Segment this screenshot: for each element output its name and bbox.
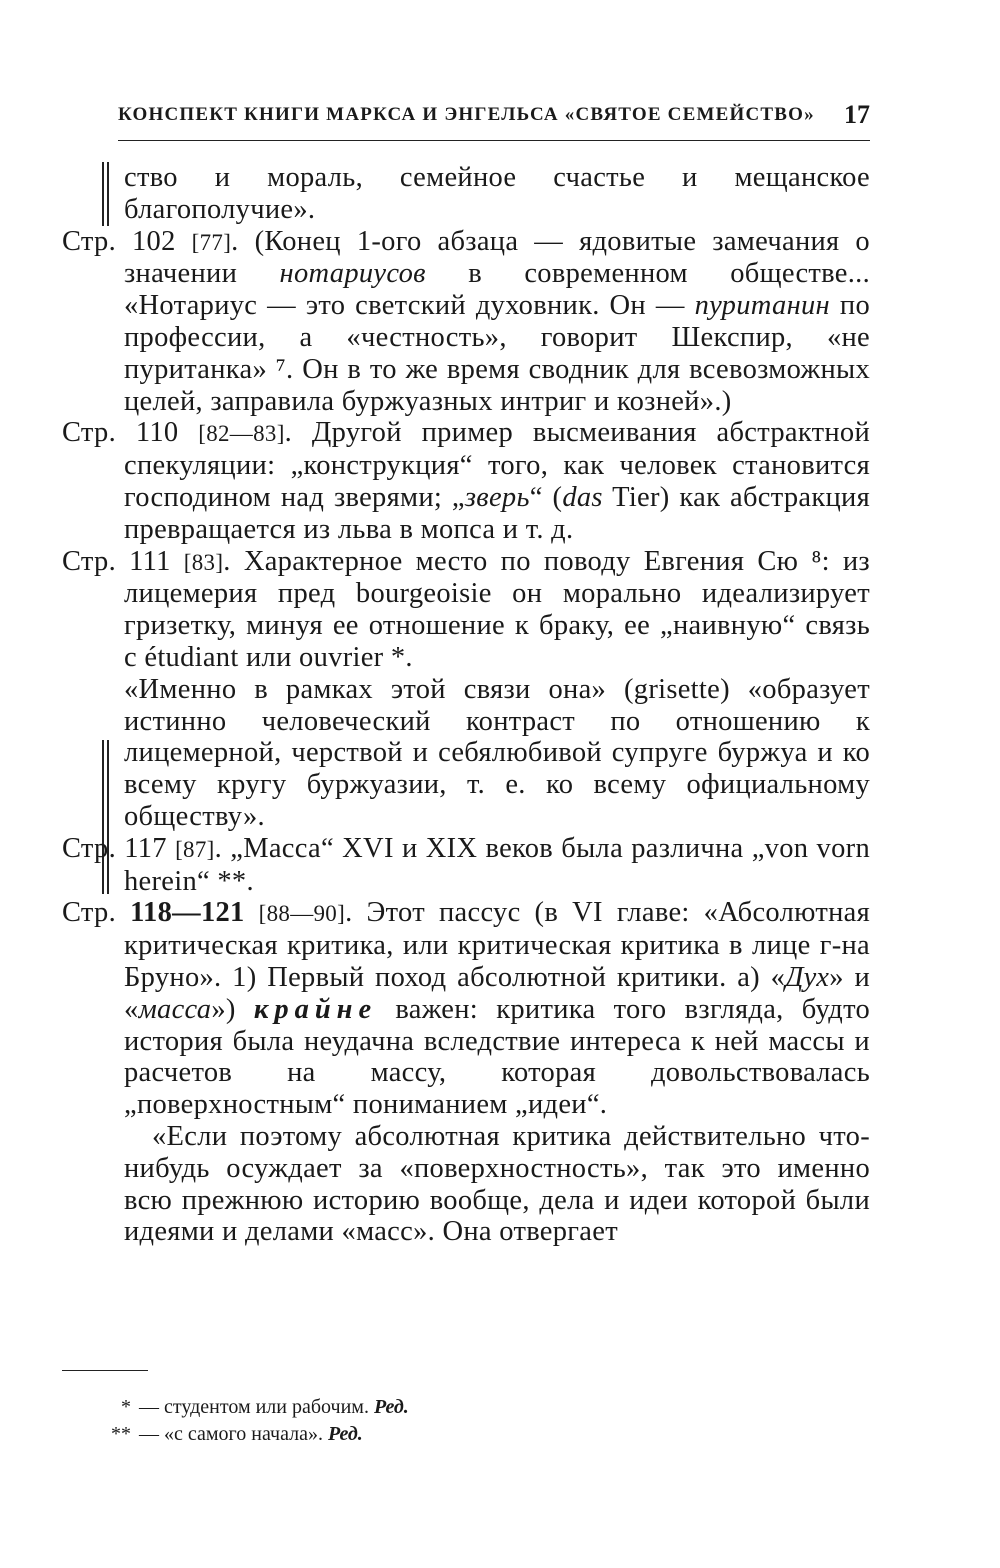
paragraph: ство и мораль, семейное счастье и мещанское благополучие». [124, 162, 870, 225]
footnote-rule [62, 1370, 148, 1371]
footnotes [95, 1394, 409, 1448]
page-entry: Стр. 111 [83]. Характерное место по поводу Евгения Сю ⁸: из лицемерия пред bourgeoisie он морально идеализирует гризетку, минуя ее отношение к браку, ее „наивную“ связь с étudiant или ouvrier *. [62, 545, 870, 673]
page-entry: Стр. 117 [87]. „Масса“ XVI и XIX веков была различна „von vorn herein“ **. [62, 832, 871, 897]
running-title: КОНСПЕКТ КНИГИ МАРКСА И ЭНГЕЛЬСА «СВЯТОЕ СЕМЕЙСТВО» [118, 104, 815, 125]
main-text [62, 162, 870, 1248]
page-entry: Стр. 118—121 [88—90]. Этот пассус (в VI главе: «Абсолютная критическая критика, или критическая критика в лице г-на Бруно». 1) Первый поход абсолютной критики. а) «Дух» и «масса») крайне важен: критика того взгляда, будто история была неудачна вследствие интереса к ней массы и расчетов на массу, которая довольствовалась „поверхностным“ пониманием „идеи“. [62, 897, 871, 1121]
paragraph: «Если поэтому абсолютная критика действительно что-нибудь осуждает за «поверхностность», так это именно всю прежнюю историю вообще, дела и идеи которой были идеями и делами «масс». Она отвергает [124, 1120, 870, 1248]
footnote: ** — «с самого начала». Ред. [111, 1423, 363, 1445]
running-header [118, 100, 870, 141]
page-entry: Стр. 110 [82—83]. Другой пример высмеивания абстрактной спекуляции: „конструкция“ того, как человек становится господином над зверями; „зверь“ (das Tier) как абстракция превращается из льва в мопса и т. д. [62, 417, 871, 545]
page-number: 17 [844, 100, 870, 129]
footnote: * — студентом или рабочим. Ред. [121, 1396, 409, 1418]
quotation: «Именно в рамках этой связи она» (grisette) «образует истинно человеческий контраст по отношению к лицемерной, черствой и себялюбивой супруге буржуа и ко всему кругу буржуазии, т. е. ко всему официальному обществу». [124, 673, 870, 832]
page-entry: Стр. 102 [77]. (Конец 1-ого абзаца — ядовитые замечания о значении нотариусов в современном обществе... «Нотариус — это светский духовник. Он — пуританин по профессии, а «честность», говорит Шекспир, «не пуританка» ⁷. Он в то же время сводник для всевозможных целей, заправила буржуазных интриг и козней».) [62, 225, 870, 417]
